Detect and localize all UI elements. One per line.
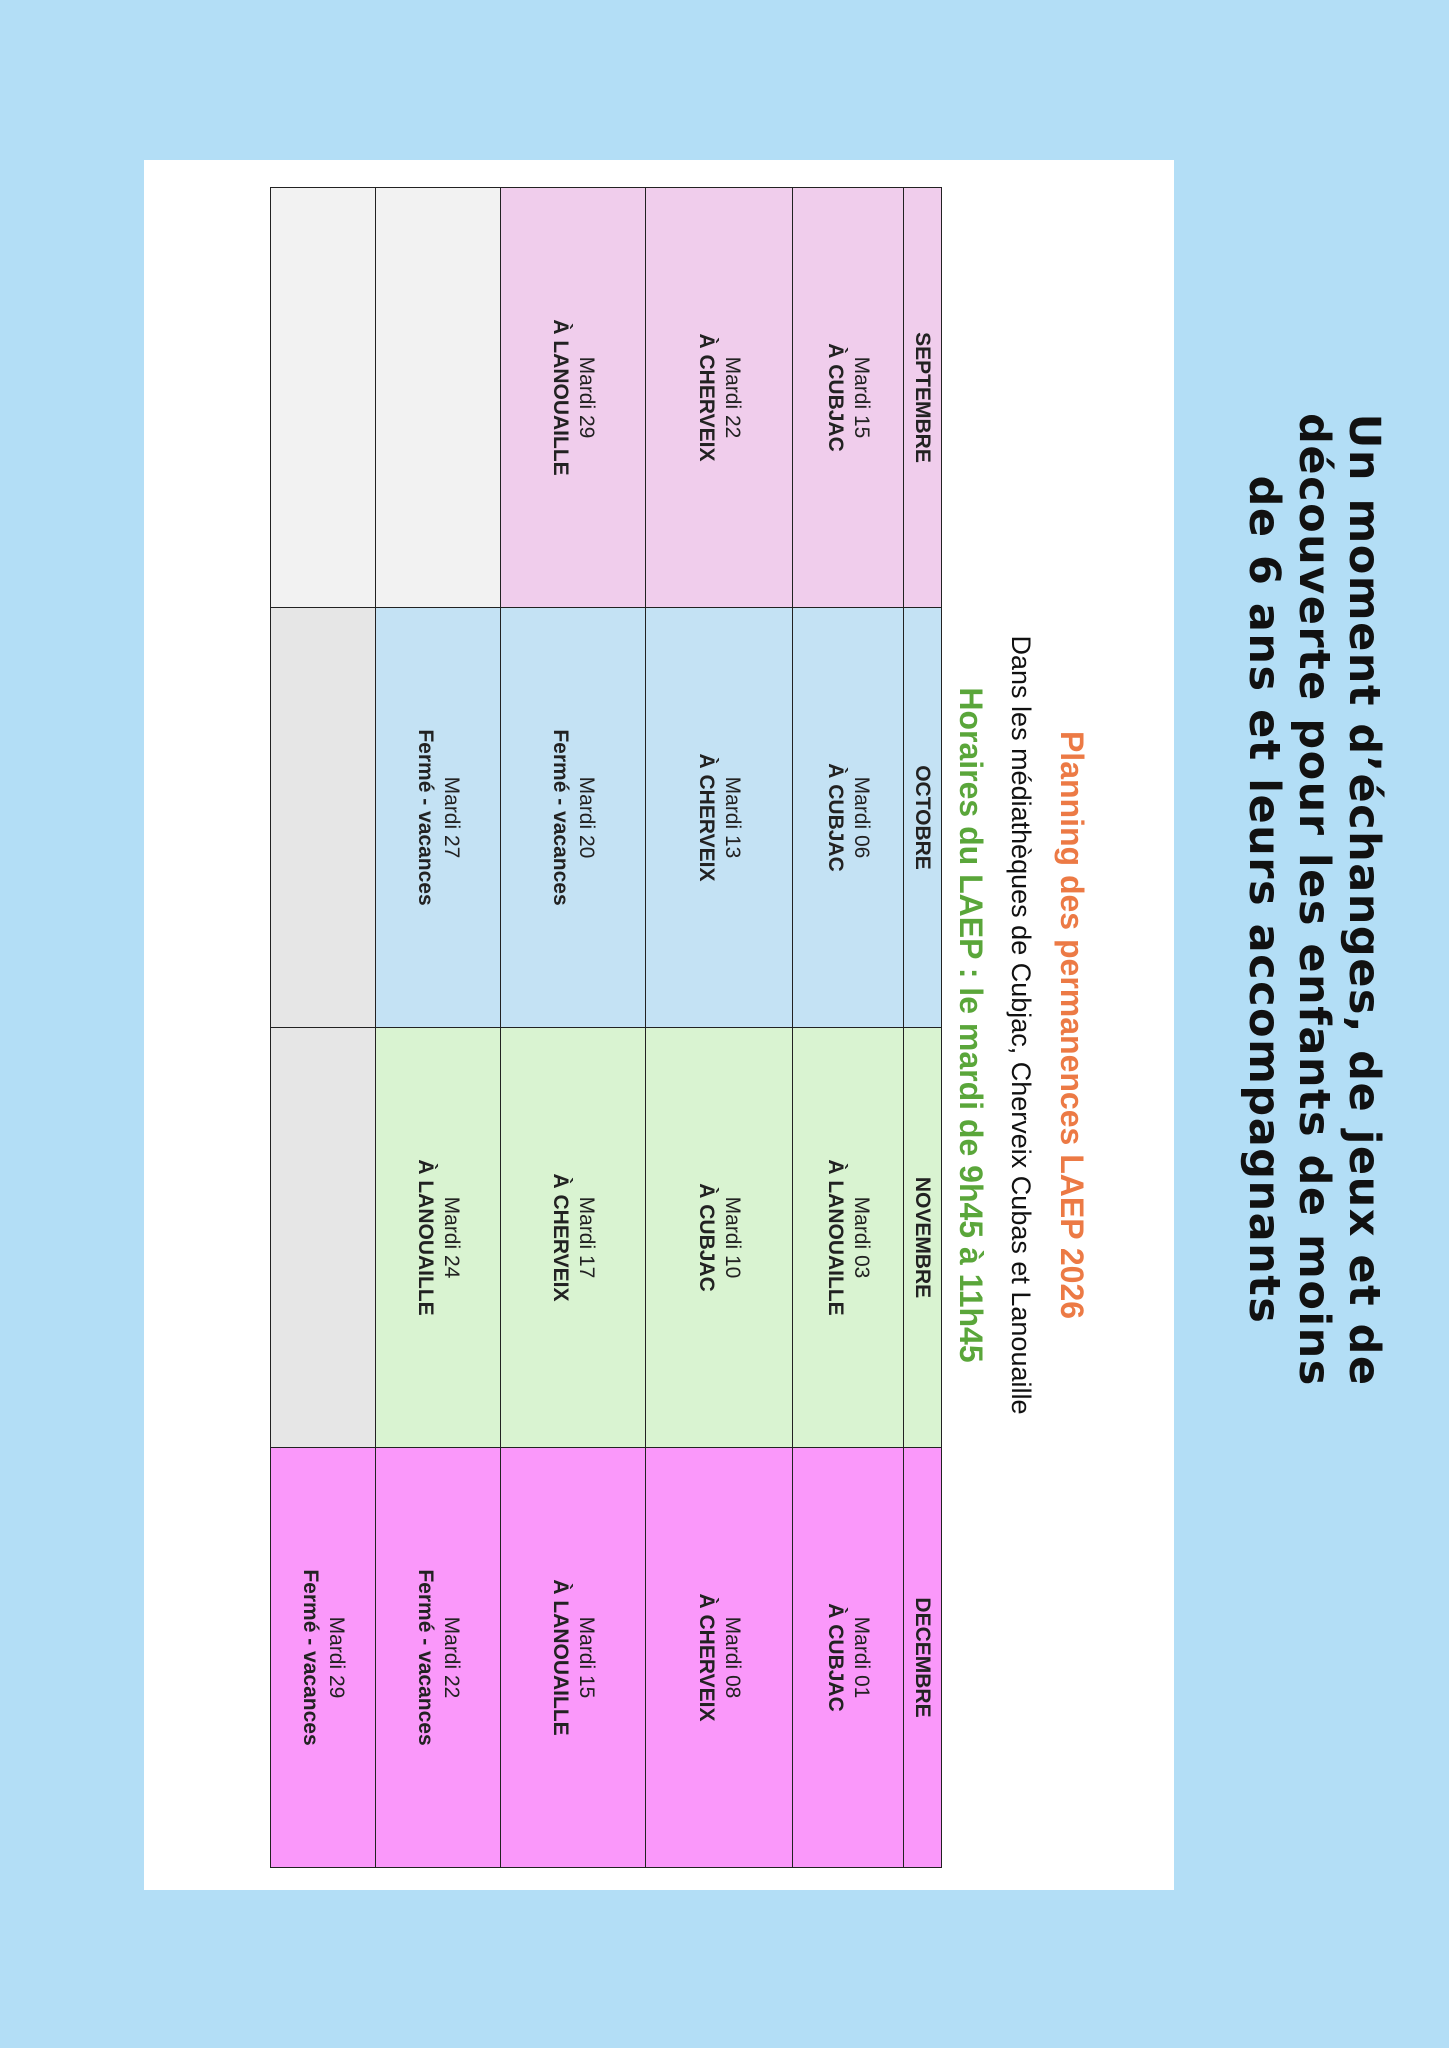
- table-row: [793, 188, 904, 1868]
- schedule-cell: [376, 608, 501, 1028]
- cell-day: Mardi 13: [721, 776, 744, 859]
- cell-place: À LANOUAILLE: [549, 1579, 572, 1736]
- cell-day: Mardi 06: [850, 776, 873, 859]
- cell-day: Mardi 27: [440, 776, 463, 859]
- schedule-cell: [376, 1028, 501, 1448]
- cell-day: Mardi 15: [850, 356, 873, 439]
- cell-place: Fermé - vacances: [414, 729, 437, 906]
- empty-cell: [376, 188, 501, 608]
- cell-day: Mardi 29: [325, 1616, 348, 1699]
- cell-day: Mardi 24: [440, 1196, 463, 1279]
- table-row: [376, 188, 501, 1868]
- month-header-septembre: SEPTEMBRE: [904, 188, 942, 608]
- cell-place: À CHERVEIX: [695, 333, 718, 462]
- cell-day: Mardi 08: [721, 1616, 744, 1699]
- schedule-cell: [646, 1028, 793, 1448]
- schedule-cell: [646, 188, 793, 608]
- cell-place: À CHERVEIX: [695, 1593, 718, 1722]
- schedule-cell: [793, 1028, 904, 1448]
- table-header-row: [904, 188, 942, 1868]
- locations-subtitle: Dans les médiathèques de Cubjac, Cherveix Cubas et Lanouaille: [1006, 635, 1036, 1415]
- cell-place: À LANOUAILLE: [414, 1159, 437, 1316]
- cell-place: À CUBJAC: [824, 763, 847, 872]
- cell-day: Mardi 22: [440, 1616, 463, 1699]
- schedule-table: [270, 187, 942, 1868]
- empty-cell: [271, 608, 376, 1028]
- schedule-cell: [646, 608, 793, 1028]
- cell-day: Mardi 22: [721, 356, 744, 439]
- cell-place: À CUBJAC: [824, 1603, 847, 1712]
- cell-place: Fermé - vacances: [414, 1569, 437, 1746]
- table-row: [501, 188, 646, 1868]
- schedule-cell: [501, 608, 646, 1028]
- table-row: [271, 188, 376, 1868]
- opening-hours: Horaires du LAEP : le mardi de 9h45 à 11h45: [953, 687, 989, 1363]
- cell-day: Mardi 10: [721, 1196, 744, 1279]
- planning-title: Planning des permanences LAEP 2026: [1054, 730, 1090, 1320]
- table-row: [646, 188, 793, 1868]
- month-header-octobre: OCTOBRE: [904, 608, 942, 1028]
- cell-day: Mardi 03: [850, 1196, 873, 1279]
- month-header-novembre: NOVEMBRE: [904, 1028, 942, 1448]
- schedule-cell: [376, 1448, 501, 1868]
- schedule-cell: [271, 1448, 376, 1868]
- cell-place: À CUBJAC: [824, 343, 847, 452]
- cell-day: Mardi 29: [575, 356, 598, 439]
- schedule-cell: [793, 1448, 904, 1868]
- schedule-card: [144, 160, 1174, 1890]
- cell-place: À LANOUAILLE: [549, 319, 572, 476]
- cell-place: Fermé - vacances: [299, 1569, 322, 1746]
- cell-place: Fermé - vacances: [549, 729, 572, 906]
- schedule-cell: [793, 188, 904, 608]
- schedule-cell: [501, 1028, 646, 1448]
- cell-day: Mardi 15: [575, 1616, 598, 1699]
- schedule-cell: [793, 608, 904, 1028]
- empty-cell: [271, 1028, 376, 1448]
- cell-day: Mardi 01: [850, 1616, 873, 1699]
- schedule-cell: [501, 188, 646, 608]
- schedule-cell: [646, 1448, 793, 1868]
- cell-place: À LANOUAILLE: [824, 1159, 847, 1316]
- cell-day: Mardi 17: [575, 1196, 598, 1279]
- poster-title: Un moment d’échanges, de jeux et de découverte pour les enfants de moins de 6 ans et leurs accompagnants: [1239, 413, 1389, 1387]
- cell-place: À CHERVEIX: [549, 1173, 572, 1302]
- cell-place: À CUBJAC: [695, 1183, 718, 1292]
- cell-day: Mardi 20: [575, 776, 598, 859]
- schedule-cell: [501, 1448, 646, 1868]
- month-header-decembre: DECEMBRE: [904, 1448, 942, 1868]
- cell-place: À CHERVEIX: [695, 753, 718, 882]
- empty-cell: [271, 188, 376, 608]
